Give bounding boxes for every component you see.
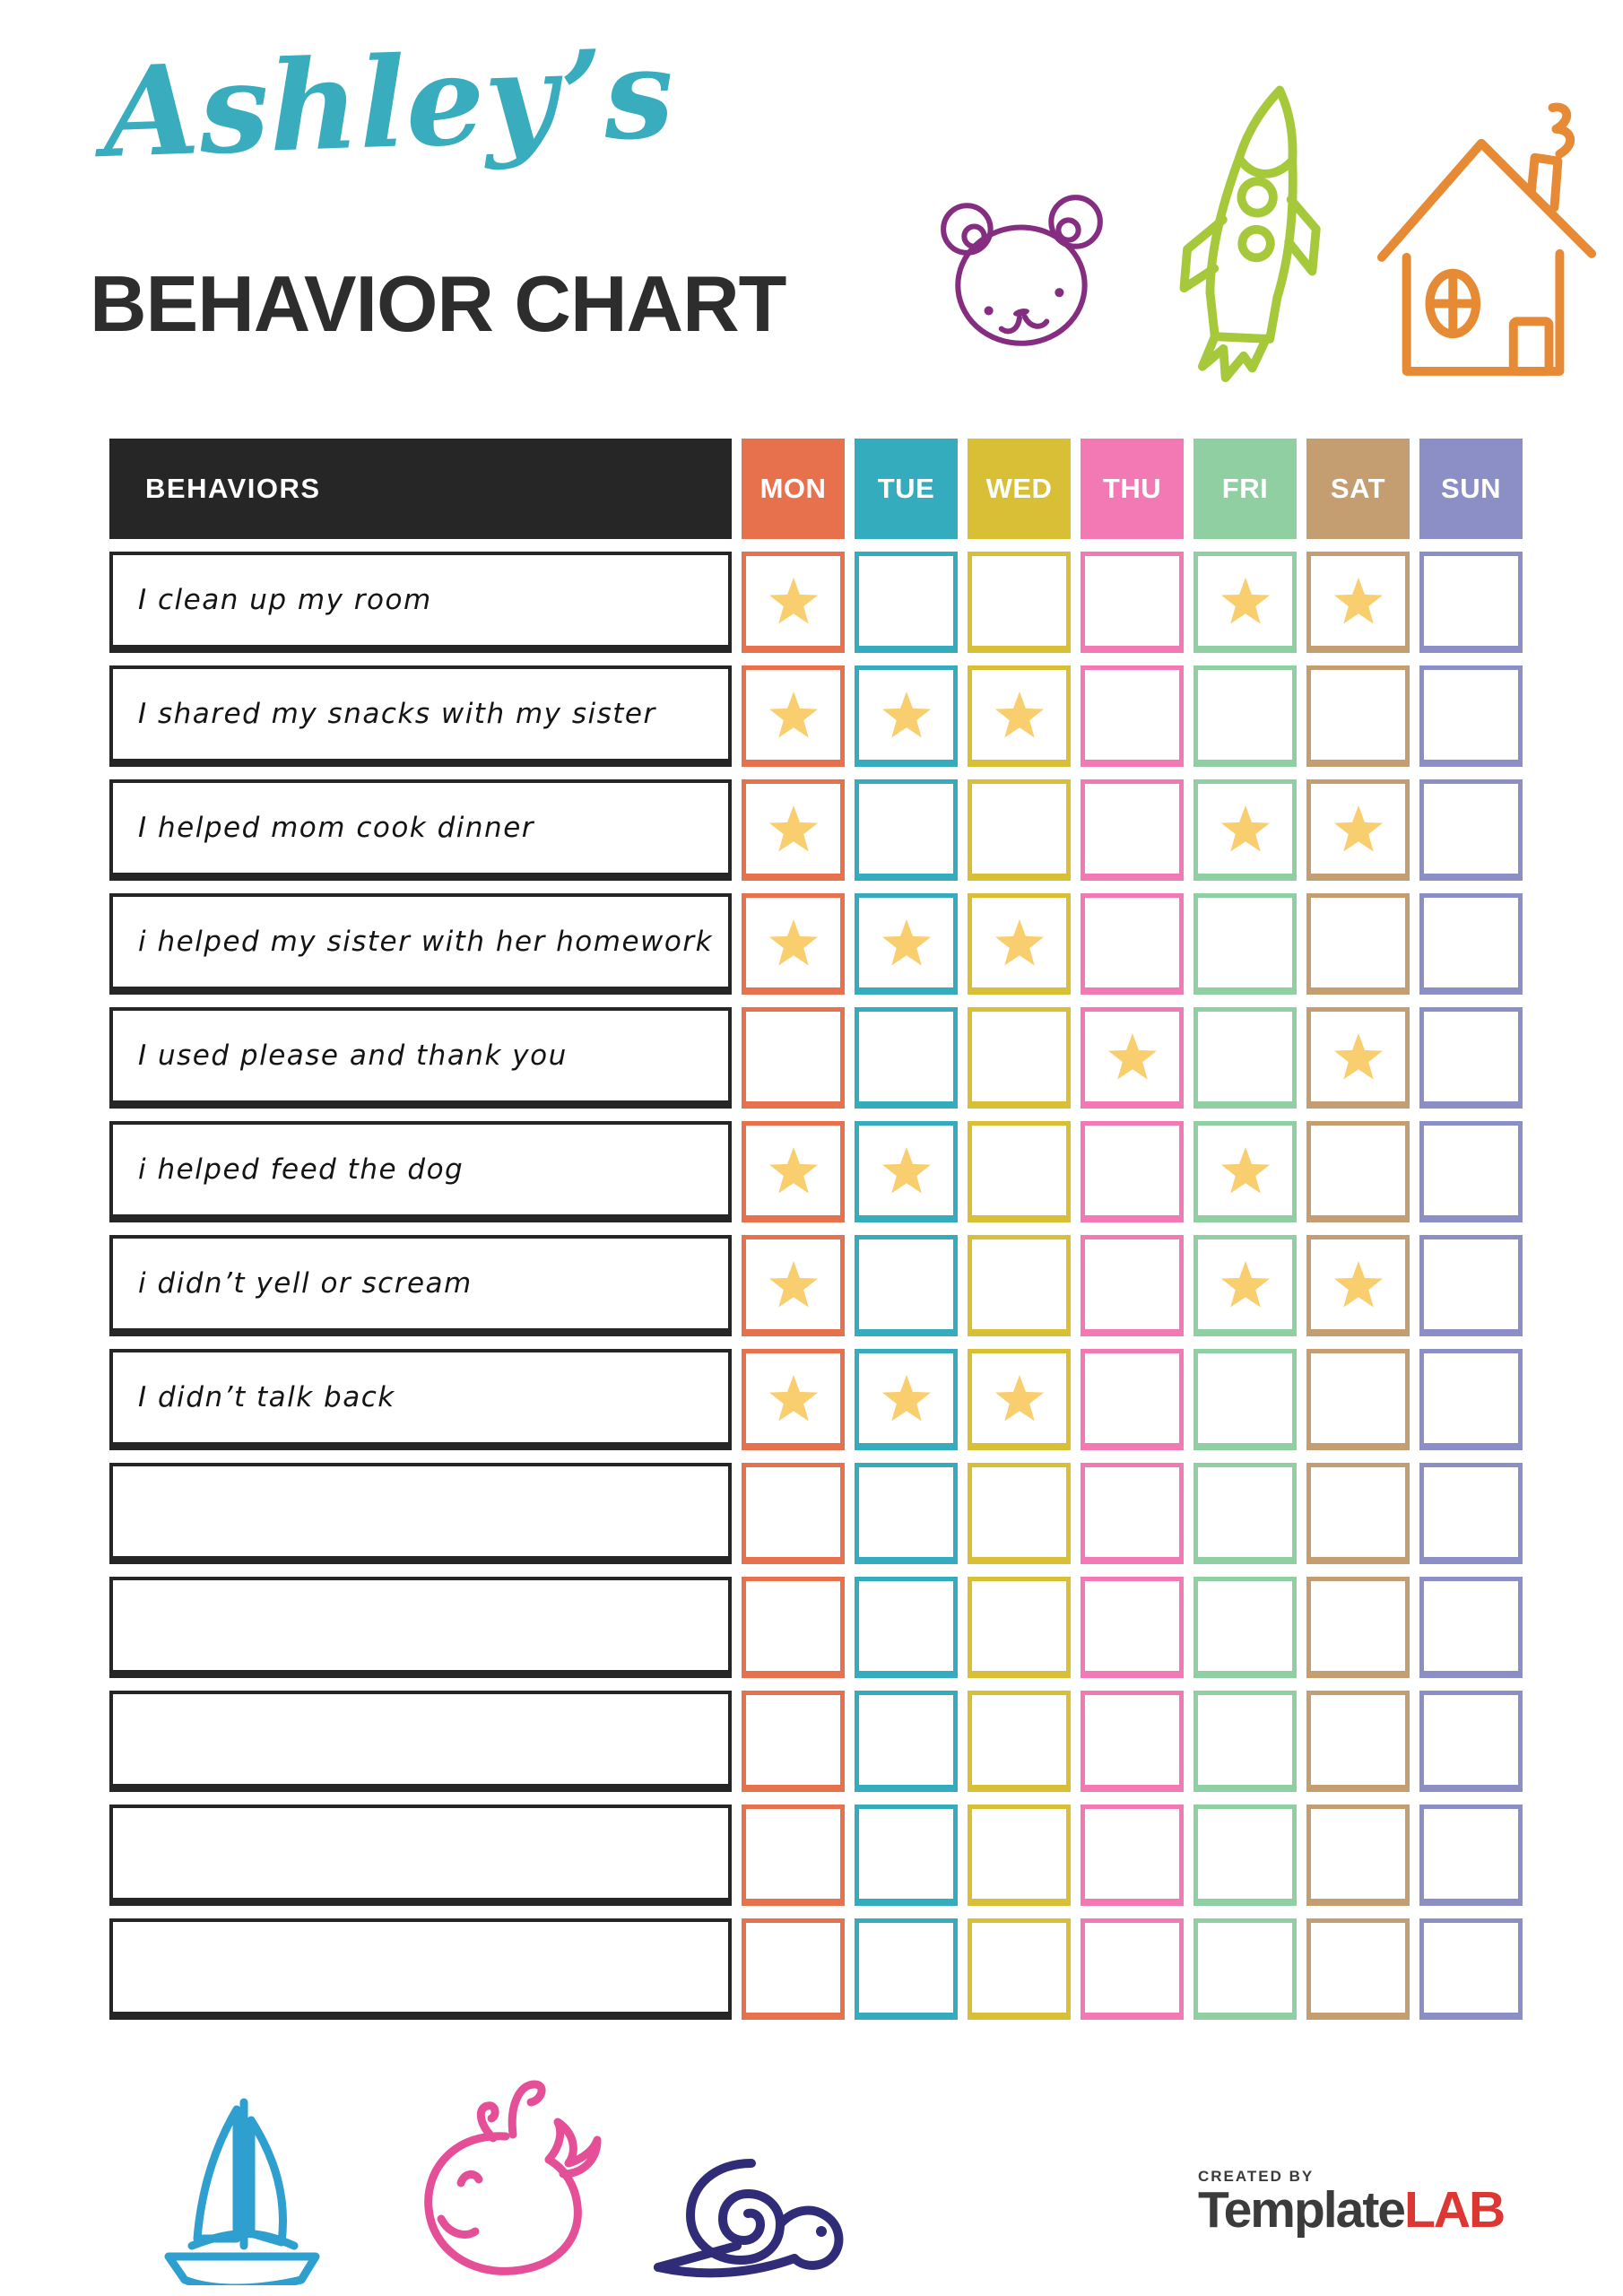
behavior-cell-1 — [109, 552, 732, 653]
day-cell-11-tue[interactable] — [855, 1691, 958, 1792]
behavior-label: I clean up my room — [138, 584, 432, 616]
day-cell-7-mon[interactable] — [742, 1235, 845, 1336]
day-cell-8-mon[interactable] — [742, 1349, 845, 1450]
day-cell-7-fri[interactable] — [1193, 1235, 1297, 1336]
star-icon — [765, 573, 822, 629]
day-cell-11-thu[interactable] — [1081, 1691, 1184, 1792]
behavior-cell-7 — [109, 1235, 732, 1336]
behavior-label: i didn’t yell or scream — [138, 1267, 473, 1300]
star-icon — [765, 1143, 822, 1198]
day-cell-5-thu[interactable] — [1081, 1007, 1184, 1109]
sailboat-icon — [133, 2095, 344, 2285]
house-icon — [1367, 97, 1608, 382]
behavior-cell-3 — [109, 779, 732, 881]
day-cell-3-sat[interactable] — [1306, 779, 1410, 881]
star-icon — [878, 687, 935, 743]
child-name: Ashley’s — [100, 19, 676, 187]
day-cell-8-sat[interactable] — [1306, 1349, 1410, 1450]
page-title: BEHAVIOR CHART — [90, 259, 786, 348]
day-cell-9-thu[interactable] — [1081, 1463, 1184, 1564]
day-cell-7-sat[interactable] — [1306, 1235, 1410, 1336]
star-icon — [1330, 801, 1387, 857]
day-header-sat: SAT — [1306, 439, 1410, 539]
day-cell-2-tue[interactable] — [855, 665, 958, 767]
day-cell-7-wed[interactable] — [968, 1235, 1071, 1336]
day-cell-1-tue[interactable] — [855, 552, 958, 653]
day-cell-9-fri[interactable] — [1193, 1463, 1297, 1564]
day-header-wed: WED — [968, 439, 1071, 539]
day-cell-11-sat[interactable] — [1306, 1691, 1410, 1792]
behavior-label: I shared my snacks with my sister — [138, 698, 656, 730]
day-cell-6-wed[interactable] — [968, 1121, 1071, 1222]
day-cell-12-wed[interactable] — [968, 1805, 1071, 1906]
day-cell-13-tue[interactable] — [855, 1918, 958, 2020]
day-header-tue: TUE — [855, 439, 958, 539]
day-cell-8-tue[interactable] — [855, 1349, 958, 1450]
day-header-mon: MON — [742, 439, 845, 539]
day-cell-11-mon[interactable] — [742, 1691, 845, 1792]
brand-dark: Template — [1198, 2181, 1405, 2239]
day-cell-6-thu[interactable] — [1081, 1121, 1184, 1222]
day-cell-2-wed[interactable] — [968, 665, 1071, 767]
day-cell-8-sun[interactable] — [1419, 1349, 1523, 1450]
day-cell-8-wed[interactable] — [968, 1349, 1071, 1450]
day-cell-3-fri[interactable] — [1193, 779, 1297, 881]
created-by-label: CREATED BY — [1198, 2168, 1315, 2185]
star-icon — [765, 801, 822, 857]
day-cell-11-wed[interactable] — [968, 1691, 1071, 1792]
day-cell-2-sat[interactable] — [1306, 665, 1410, 767]
day-cell-12-sat[interactable] — [1306, 1805, 1410, 1906]
day-cell-7-tue[interactable] — [855, 1235, 958, 1336]
snail-icon — [644, 2156, 864, 2283]
day-cell-10-mon[interactable] — [742, 1577, 845, 1678]
day-header-thu: THU — [1081, 439, 1184, 539]
day-cell-1-sat[interactable] — [1306, 552, 1410, 653]
day-cell-4-sat[interactable] — [1306, 893, 1410, 995]
day-header-sun: SUN — [1419, 439, 1523, 539]
behavior-label: i helped my sister with her homework — [138, 926, 714, 958]
behavior-cell-11[interactable] — [109, 1691, 732, 1792]
day-cell-9-mon[interactable] — [742, 1463, 845, 1564]
star-icon — [878, 1370, 935, 1426]
behavior-label: i helped feed the dog — [138, 1153, 464, 1186]
day-cell-1-mon[interactable] — [742, 552, 845, 653]
day-cell-3-thu[interactable] — [1081, 779, 1184, 881]
behavior-cell-10[interactable] — [109, 1577, 732, 1678]
day-cell-12-fri[interactable] — [1193, 1805, 1297, 1906]
behavior-cell-9[interactable] — [109, 1463, 732, 1564]
day-cell-1-fri[interactable] — [1193, 552, 1297, 653]
day-cell-4-fri[interactable] — [1193, 893, 1297, 995]
star-icon — [991, 1370, 1048, 1426]
day-cell-13-thu[interactable] — [1081, 1918, 1184, 2020]
day-cell-12-mon[interactable] — [742, 1805, 845, 1906]
day-cell-1-thu[interactable] — [1081, 552, 1184, 653]
day-cell-11-fri[interactable] — [1193, 1691, 1297, 1792]
day-cell-4-sun[interactable] — [1419, 893, 1523, 995]
day-cell-12-tue[interactable] — [855, 1805, 958, 1906]
behavior-cell-8 — [109, 1349, 732, 1450]
day-cell-3-sun[interactable] — [1419, 779, 1523, 881]
day-cell-13-sun[interactable] — [1419, 1918, 1523, 2020]
behavior-cell-4 — [109, 893, 732, 995]
day-cell-6-mon[interactable] — [742, 1121, 845, 1222]
day-cell-10-tue[interactable] — [855, 1577, 958, 1678]
day-cell-12-sun[interactable] — [1419, 1805, 1523, 1906]
behavior-cell-5 — [109, 1007, 732, 1109]
day-cell-8-thu[interactable] — [1081, 1349, 1184, 1450]
star-icon — [878, 1143, 935, 1198]
day-cell-11-sun[interactable] — [1419, 1691, 1523, 1792]
day-cell-2-thu[interactable] — [1081, 665, 1184, 767]
behavior-cell-12[interactable] — [109, 1805, 732, 1906]
day-cell-10-sun[interactable] — [1419, 1577, 1523, 1678]
brand-red: LAB — [1404, 2181, 1505, 2239]
star-icon — [1330, 1257, 1387, 1312]
bear-icon — [933, 191, 1114, 354]
whale-icon — [395, 2075, 610, 2283]
day-header-fri: FRI — [1193, 439, 1297, 539]
day-cell-1-sun[interactable] — [1419, 552, 1523, 653]
star-icon — [878, 915, 935, 970]
day-cell-5-fri[interactable] — [1193, 1007, 1297, 1109]
star-icon — [1330, 573, 1387, 629]
behavior-cell-6 — [109, 1121, 732, 1222]
day-cell-13-sat[interactable] — [1306, 1918, 1410, 2020]
star-icon — [765, 915, 822, 970]
day-cell-9-wed[interactable] — [968, 1463, 1071, 1564]
star-icon — [1217, 1143, 1274, 1198]
templatelab-logo — [1198, 2168, 1505, 2239]
star-icon — [991, 915, 1048, 970]
day-cell-6-fri[interactable] — [1193, 1121, 1297, 1222]
star-icon — [765, 1257, 822, 1312]
behavior-label: I helped mom cook dinner — [138, 812, 535, 844]
star-icon — [1104, 1029, 1161, 1084]
day-cell-5-sun[interactable] — [1419, 1007, 1523, 1109]
day-cell-13-mon[interactable] — [742, 1918, 845, 2020]
star-icon — [1217, 1257, 1274, 1312]
behavior-cell-2 — [109, 665, 732, 767]
behaviors-header: BEHAVIORS — [109, 439, 732, 539]
day-cell-4-thu[interactable] — [1081, 893, 1184, 995]
day-cell-10-wed[interactable] — [968, 1577, 1071, 1678]
rocket-icon — [1135, 60, 1392, 417]
star-icon — [765, 687, 822, 743]
day-cell-10-thu[interactable] — [1081, 1577, 1184, 1678]
behavior-table — [109, 439, 1523, 2020]
day-cell-2-fri[interactable] — [1193, 665, 1297, 767]
day-cell-3-wed[interactable] — [968, 779, 1071, 881]
day-cell-4-mon[interactable] — [742, 893, 845, 995]
day-cell-5-mon[interactable] — [742, 1007, 845, 1109]
day-cell-12-thu[interactable] — [1081, 1805, 1184, 1906]
day-cell-6-tue[interactable] — [855, 1121, 958, 1222]
day-cell-4-wed[interactable] — [968, 893, 1071, 995]
star-icon — [1330, 1029, 1387, 1084]
day-cell-1-wed[interactable] — [968, 552, 1071, 653]
behavior-cell-13[interactable] — [109, 1918, 732, 2020]
day-cell-10-fri[interactable] — [1193, 1577, 1297, 1678]
day-cell-5-wed[interactable] — [968, 1007, 1071, 1109]
day-cell-5-sat[interactable] — [1306, 1007, 1410, 1109]
star-icon — [765, 1370, 822, 1426]
day-cell-9-sun[interactable] — [1419, 1463, 1523, 1564]
star-icon — [1217, 801, 1274, 857]
star-icon — [991, 687, 1048, 743]
day-cell-9-sat[interactable] — [1306, 1463, 1410, 1564]
day-cell-3-mon[interactable] — [742, 779, 845, 881]
day-cell-8-fri[interactable] — [1193, 1349, 1297, 1450]
day-cell-6-sun[interactable] — [1419, 1121, 1523, 1222]
day-cell-9-tue[interactable] — [855, 1463, 958, 1564]
day-cell-5-tue[interactable] — [855, 1007, 958, 1109]
day-cell-7-sun[interactable] — [1419, 1235, 1523, 1336]
day-cell-3-tue[interactable] — [855, 779, 958, 881]
day-cell-7-thu[interactable] — [1081, 1235, 1184, 1336]
day-cell-13-wed[interactable] — [968, 1918, 1071, 2020]
day-cell-13-fri[interactable] — [1193, 1918, 1297, 2020]
day-cell-2-sun[interactable] — [1419, 665, 1523, 767]
day-cell-10-sat[interactable] — [1306, 1577, 1410, 1678]
day-cell-4-tue[interactable] — [855, 893, 958, 995]
brand-name — [1198, 2181, 1505, 2239]
behavior-label: I didn’t talk back — [138, 1381, 395, 1413]
behavior-label: I used please and thank you — [138, 1039, 568, 1072]
day-cell-6-sat[interactable] — [1306, 1121, 1410, 1222]
day-cell-2-mon[interactable] — [742, 665, 845, 767]
star-icon — [1217, 573, 1274, 629]
